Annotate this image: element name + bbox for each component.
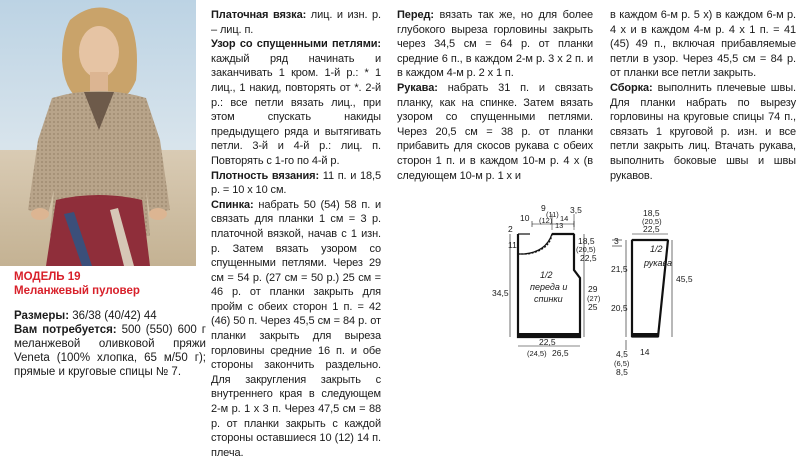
pattern-schematics [492,200,712,416]
paragraph-front [397,8,593,81]
heading-garter: Платочная вязка: [211,9,307,21]
text-sleeves-cont: в каждом 6-м р. 5 х) в каждом 6-м р. 4 х и в каждом 4-м р. 4 х 1 п. = 41 (45) 49 п., включая прибавляемые петли в узор. Через 45,5 см = 84 р. от планки все петли закрыть. [610,9,796,80]
dim-top-width-3: 13 [555,221,564,230]
dim-neck-side: 11 [508,240,517,250]
label-back: спинки [534,294,563,304]
sizes-value: 36/38 (40/42) 44 [69,310,157,322]
sleeve-dim-cuff-3: 8,5 [616,367,628,377]
sleeve-dim-top-3: 22,5 [643,224,660,234]
sleeve-dim-cuff-1: 4,5 [616,349,628,359]
text-gauge: 11 п. и 18,5 р. = 10 х 10 см. [211,169,381,197]
text-assembly: выполнить плечевые швы. Для планки набрать по вырезу горловины на круговые спицы 74 п., связать 1 круговой р. изн. и все петли закрыть лиц. Втачать рукава, выполнить боковые швы и швы рукавов. [610,81,796,182]
dim-neck-depth: 2 [508,224,513,234]
paragraph-dropped-stitch [211,37,381,168]
sleeve-dim-top-2: (20,5) [642,217,662,226]
model-info [14,270,206,379]
paragraph-back [211,198,381,460]
dim-shoulder-3: 14 [560,214,569,223]
instructions-column-3 [610,8,796,183]
dim-side-3: 25 [588,302,598,312]
paragraph-assembly [610,81,796,183]
materials-value: 500 (550) 600 г меланжевой оливковой пряжи Veneta (100% хлопка, 65 м/50 г); прямые и круговые спицы № 7. [14,324,206,378]
text-dropped-stitch: каждый ряд начинать и заканчивать 1 кром. 1-й р.: * 1 лиц., 1 накид, повторять от *. 2-й р.: все петли вязать лиц., при этом спускать накиды предыдущего ряда и вытягивать петли. 3-й и 4-й р.: лиц. п. Повторять с 1-го по 4-й р. [211,52,381,167]
text-garter: лиц. и изн. р. – лиц. п. [211,9,381,36]
sleeve-dim-cap: 3 [614,236,619,246]
text-back: набрать 50 (54) 58 п. и связать для планки 1 см = 3 р. платочной вязкой, начав с 1 изн. р. Затем вязать узором со спущенными петлями. Через 29 см = 54 р. (27 см = 50 р.) 25 см = 46 р. от планки закрыть для пройм с обеих сторон 1 п. = 42 (46) 50 п. Через 45,5 см = 84 р. от планки закрыть для выреза горловины средние 16 п. и обе стороны закончить раздельно. Для закругления закрыть с внутреннего края в следующем 2-м р. 1 х 3 п. Через 47,5 см = 88 р. от планки закрыть с каждой стороны оставшиеся 10 (12) 14 п. плеча. [211,198,381,459]
dim-height-total: 34,5 [492,288,509,298]
paragraph-stitch-garter [211,8,381,37]
model-title: МОДЕЛЬ 19 [14,271,81,283]
sleeve-dim-left-upper: 21,5 [611,264,628,274]
dim-top-width-2: (11) [546,210,559,219]
sleeve-dim-left-lower: 20,5 [611,303,628,313]
sleeve-dim-top-1: 18,5 [643,208,660,218]
sizes-label: Размеры: [14,310,70,322]
heading-dropped-stitch: Узор со спущенными петлями: [211,38,381,51]
dim-right-1: 18,5 [578,236,595,246]
paragraph-gauge [211,169,381,198]
body-schematic [492,203,601,358]
heading-front: Перед: [397,9,434,21]
instructions-column-1 [211,8,381,460]
dim-neck-drop: 3,5 [570,205,582,215]
instructions-column-2 [397,8,593,183]
materials-label: Вам потребуется: [14,324,117,336]
dim-shoulder-2: (12) [539,216,553,225]
text-front: вязать так же, но для более глубокого выреза горловины закрыть через 34,5 см = 64 р. от планки средние 6 п., в каждом 2-м р. 3 х 2 п. и в каждом 4-м р. 2 х 1 п. [397,9,593,80]
sleeve-schematic [611,208,693,377]
model-subtitle: Меланжевый пуловер [14,285,140,297]
dim-bottom-3: 26,5 [552,348,569,358]
dim-side-1: 29 [588,284,598,294]
sleeve-dim-height: 45,5 [676,274,693,284]
label-front-and: переда и [530,282,568,292]
dim-bottom-2: (24,5) [527,349,547,358]
dim-bottom-1: 22,5 [539,337,556,347]
dim-right-2: (20,5) [576,245,596,254]
materials-line [14,323,206,379]
dim-top-width: 9 [541,203,546,213]
paragraph-sleeves [397,81,593,183]
text-sleeves: набрать 31 п. и связать планку, как на спинке. Затем вязать узором со спущенными петлями. Через 20,5 см = 38 р. от планки прибавить для скосов рукава с обеих сторон 1 п. и в каждом 10-м р. 4 х (в следующем 10-м р. 1 х и [397,81,593,182]
sleeve-label-sleeve: рукава [644,258,672,268]
sleeve-dim-cuff-2: (6,5) [614,359,630,368]
dim-side-2: (27) [587,294,601,303]
label-half: 1/2 [540,270,553,280]
heading-assembly: Сборка: [610,81,653,94]
sizes-line [14,309,206,323]
paragraph-sleeves-cont [610,8,796,81]
sleeve-label-half: 1/2 [650,244,663,254]
model-photo [0,0,196,266]
dim-shoulder: 10 [520,213,530,223]
heading-back: Спинка: [211,198,254,211]
heading-gauge: Плотность вязания: [211,169,320,182]
dim-right-3: 22,5 [580,253,597,263]
heading-sleeves: Рукава: [397,81,438,94]
sleeve-dim-bottom: 14 [640,347,650,357]
